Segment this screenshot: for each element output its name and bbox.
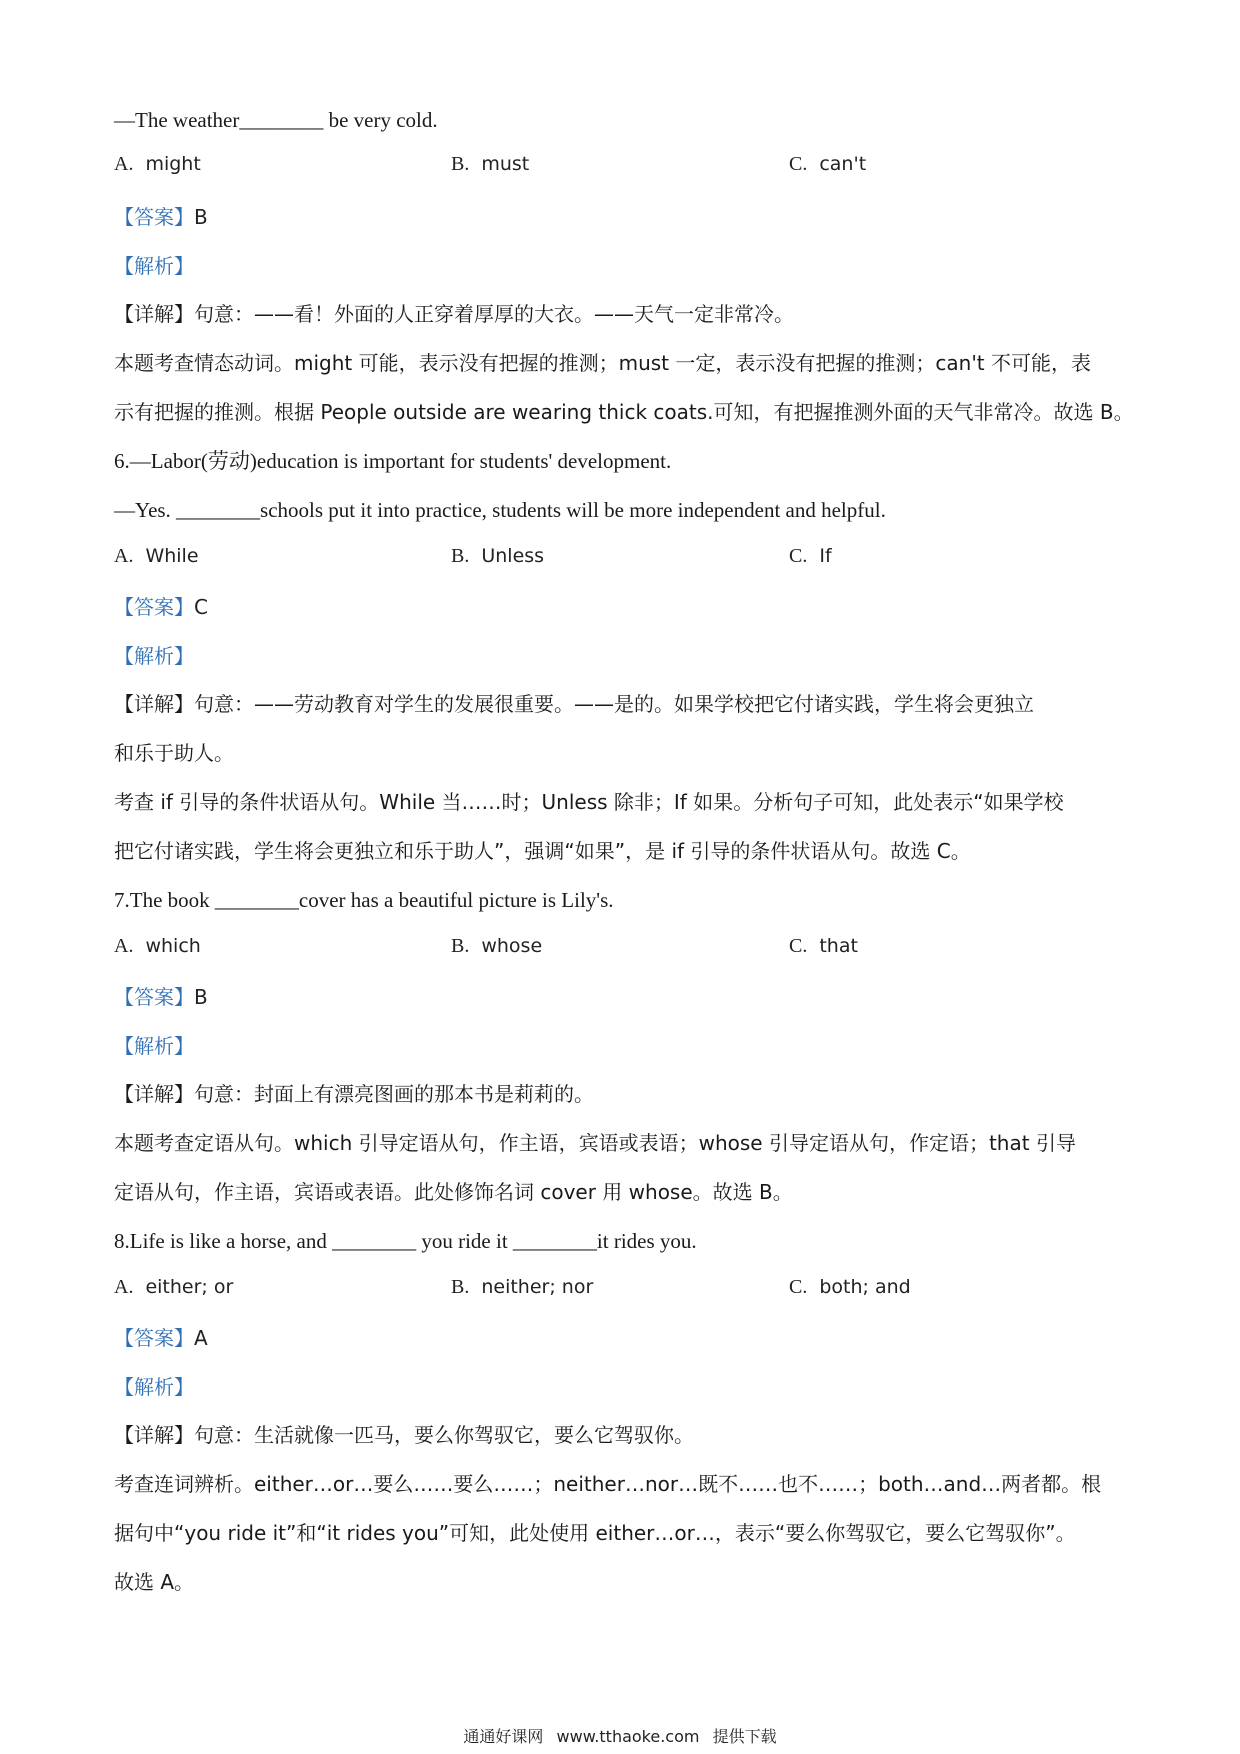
q8-option-a: A. either; or <box>114 1276 234 1298</box>
q7-stem: 7.The book ________cover has a beautiful picture is Lily's. <box>114 888 614 912</box>
q6-detail-line-2: 和乐于助人。 <box>114 741 234 765</box>
q6-explanation-line-2: 把它付诸实践，学生将会更独立和乐于助人”，强调“如果”，是 if 引导的条件状语从句。故选 C。 <box>114 839 971 863</box>
q7-explanation-line-1: 本题考查定语从句。which 引导定语从句，作主语，宾语或表语；whose 引导定语从句，作定语；that 引导 <box>114 1131 1076 1155</box>
q8-stem: 8.Life is like a horse, and ________ you ride it ________it rides you. <box>114 1229 697 1253</box>
q6-answer: 【答案】C <box>114 595 208 619</box>
q8-analysis-heading: 【解析】 <box>114 1375 194 1399</box>
footer-download: 提供下载 <box>712 1727 777 1746</box>
q7-option-c: C. that <box>789 935 858 957</box>
q8-answer: 【答案】A <box>114 1326 208 1350</box>
q6-stem-line-2: —Yes. ________schools put it into practice, students will be more independent and helpful. <box>114 498 886 522</box>
q8-option-c: C. both; and <box>789 1276 911 1298</box>
q7-option-a: A. which <box>114 935 201 957</box>
q5-stem-line: —The weather________ be very cold. <box>114 108 438 132</box>
q7-explanation-line-2: 定语从句，作主语，宾语或表语。此处修饰名词 cover 用 whose。故选 B。 <box>114 1180 793 1204</box>
q8-detail: 【详解】句意：生活就像一匹马，要么你驾驭它，要么它驾驭你。 <box>114 1423 694 1447</box>
q5-answer: 【答案】B <box>114 205 208 229</box>
q7-analysis-heading: 【解析】 <box>114 1034 194 1058</box>
q5-explanation-line-1: 本题考查情态动词。might 可能，表示没有把握的推测；must 一定，表示没有把握的推测；can't 不可能，表 <box>114 351 1092 375</box>
q5-analysis-heading: 【解析】 <box>114 254 194 278</box>
q7-answer: 【答案】B <box>114 985 208 1009</box>
q5-explanation-line-2: 示有把握的推测。根据 People outside are wearing thick coats.可知，有把握推测外面的天气非常冷。故选 B。 <box>114 400 1134 424</box>
q6-detail-line-1: 【详解】句意：——劳动教育对学生的发展很重要。——是的。如果学校把它付诸实践，学生将会更独立 <box>114 692 1034 716</box>
q6-stem-line-1: 6.—Labor(劳动)education is important for students' development. <box>114 449 672 473</box>
q6-option-c: C. If <box>789 545 832 567</box>
q7-detail: 【详解】句意：封面上有漂亮图画的那本书是莉莉的。 <box>114 1082 594 1106</box>
q8-explanation-line-1: 考查连词辨析。either…or…要么……要么……；neither…nor…既不……也不……；both…and…两者都。根 <box>114 1472 1102 1496</box>
page-footer <box>0 1724 1240 1747</box>
q8-option-b: B. neither; nor <box>451 1276 594 1298</box>
q5-option-a: A. might <box>114 153 201 175</box>
q6-explanation-line-1: 考查 if 引导的条件状语从句。While 当……时；Unless 除非；If 如果。分析句子可知，此处表示“如果学校 <box>114 790 1064 814</box>
q5-option-c: C. can't <box>789 153 867 175</box>
q8-explanation-line-3: 故选 A。 <box>114 1570 195 1594</box>
q6-analysis-heading: 【解析】 <box>114 644 194 668</box>
footer-site-name: 通通好课网 <box>463 1727 544 1746</box>
q5-detail: 【详解】句意：——看！外面的人正穿着厚厚的大衣。——天气一定非常冷。 <box>114 302 794 326</box>
q8-explanation-line-2: 据句中“you ride it”和“it rides you”可知，此处使用 either…or…，表示“要么你驾驭它，要么它驾驭你”。 <box>114 1521 1076 1545</box>
q7-option-b: B. whose <box>451 935 543 957</box>
footer-url[interactable]: www.tthaoke.com <box>556 1727 700 1746</box>
q5-option-b: B. must <box>451 153 530 175</box>
q6-option-b: B. Unless <box>451 545 545 567</box>
q6-option-a: A. While <box>114 545 199 567</box>
